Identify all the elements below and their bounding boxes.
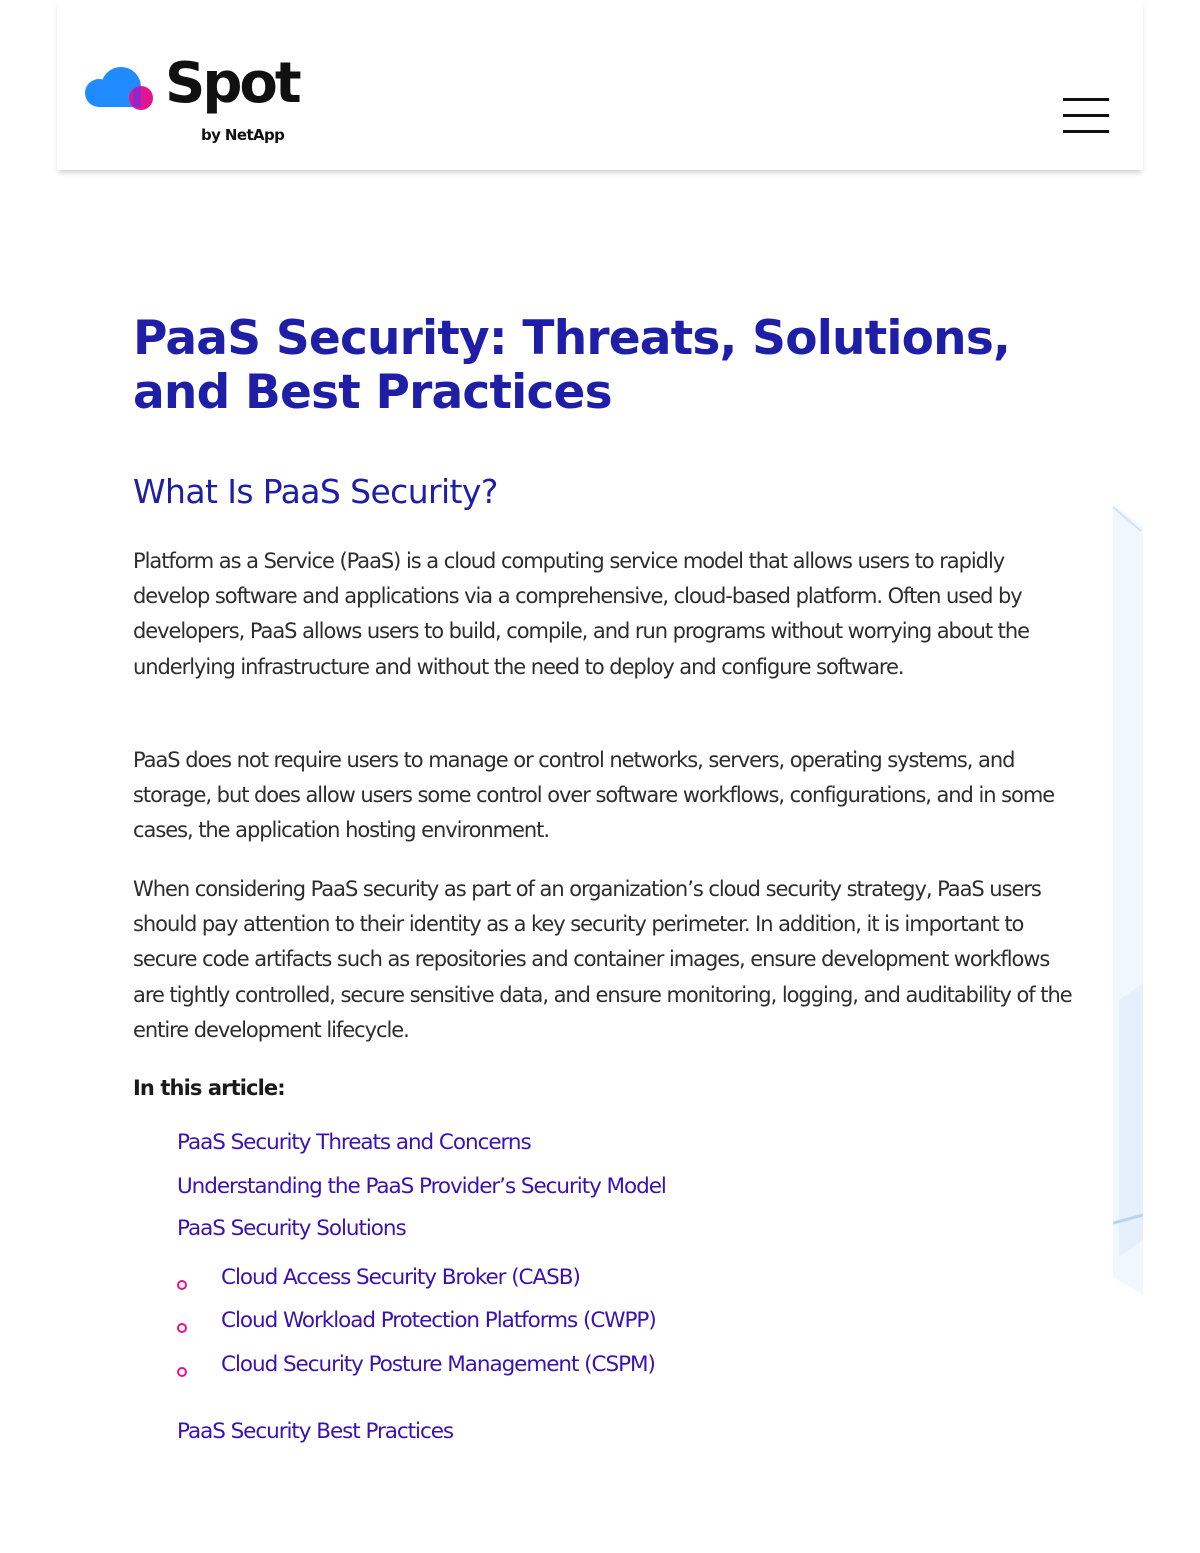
- menu-line: [1063, 114, 1109, 117]
- section-heading: What Is PaaS Security?: [133, 472, 498, 511]
- toc-link-threats[interactable]: PaaS Security Threats and Concerns: [177, 1130, 531, 1155]
- bullet-icon: [177, 1367, 187, 1377]
- logo-subtext: by NetApp: [201, 126, 285, 144]
- logo-wordmark[interactable]: Spot: [165, 51, 299, 116]
- site-header: [57, 0, 1143, 170]
- toc-link-best-practices[interactable]: PaaS Security Best Practices: [177, 1419, 454, 1444]
- paragraph: Platform as a Service (PaaS) is a cloud computing service model that allows users to rapidly develop software and applications via a comprehensive, cloud-based platform. Often used by developers, PaaS allows users to build, compile, and run programs without worrying about the underlying infrastructure and without the need to deploy and configure software.: [133, 549, 1029, 679]
- bullet-icon: [177, 1323, 187, 1333]
- toc-link-cwpp[interactable]: Cloud Workload Protection Platforms (CWPP): [221, 1308, 656, 1333]
- bullet-icon: [177, 1280, 187, 1290]
- paragraph: When considering PaaS security as part of an organization’s cloud security strategy, PaaS users should pay attention to their identity as a key security perimeter. In addition, it is important to secure code artifacts such as repositories and container images, ensure development workflows are tightly controlled, secure sensitive data, and ensure monitoring, logging, and auditability of the entire development lifecycle.: [133, 877, 1072, 1042]
- toc-link-provider-model[interactable]: Understanding the PaaS Provider’s Security Model: [177, 1174, 666, 1199]
- menu-line: [1063, 98, 1109, 101]
- toc-heading: In this article:: [133, 1076, 285, 1100]
- toc-link-casb[interactable]: Cloud Access Security Broker (CASB): [221, 1265, 580, 1290]
- toc-link-solutions[interactable]: PaaS Security Solutions: [177, 1216, 406, 1241]
- menu-line: [1063, 130, 1109, 133]
- decorative-background-shape: [1113, 505, 1143, 1299]
- toc-link-cspm[interactable]: Cloud Security Posture Management (CSPM): [221, 1352, 655, 1377]
- page-title: PaaS Security: Threats, Solutions, and Best Practices: [133, 311, 1011, 420]
- spot-logo-icon[interactable]: [85, 66, 155, 120]
- hamburger-menu-icon[interactable]: [1061, 96, 1111, 136]
- paragraph: PaaS does not require users to manage or control networks, servers, operating systems, and storage, but does allow users some control over software workflows, configurations, and in some cases, the application hosting environment.: [133, 748, 1055, 843]
